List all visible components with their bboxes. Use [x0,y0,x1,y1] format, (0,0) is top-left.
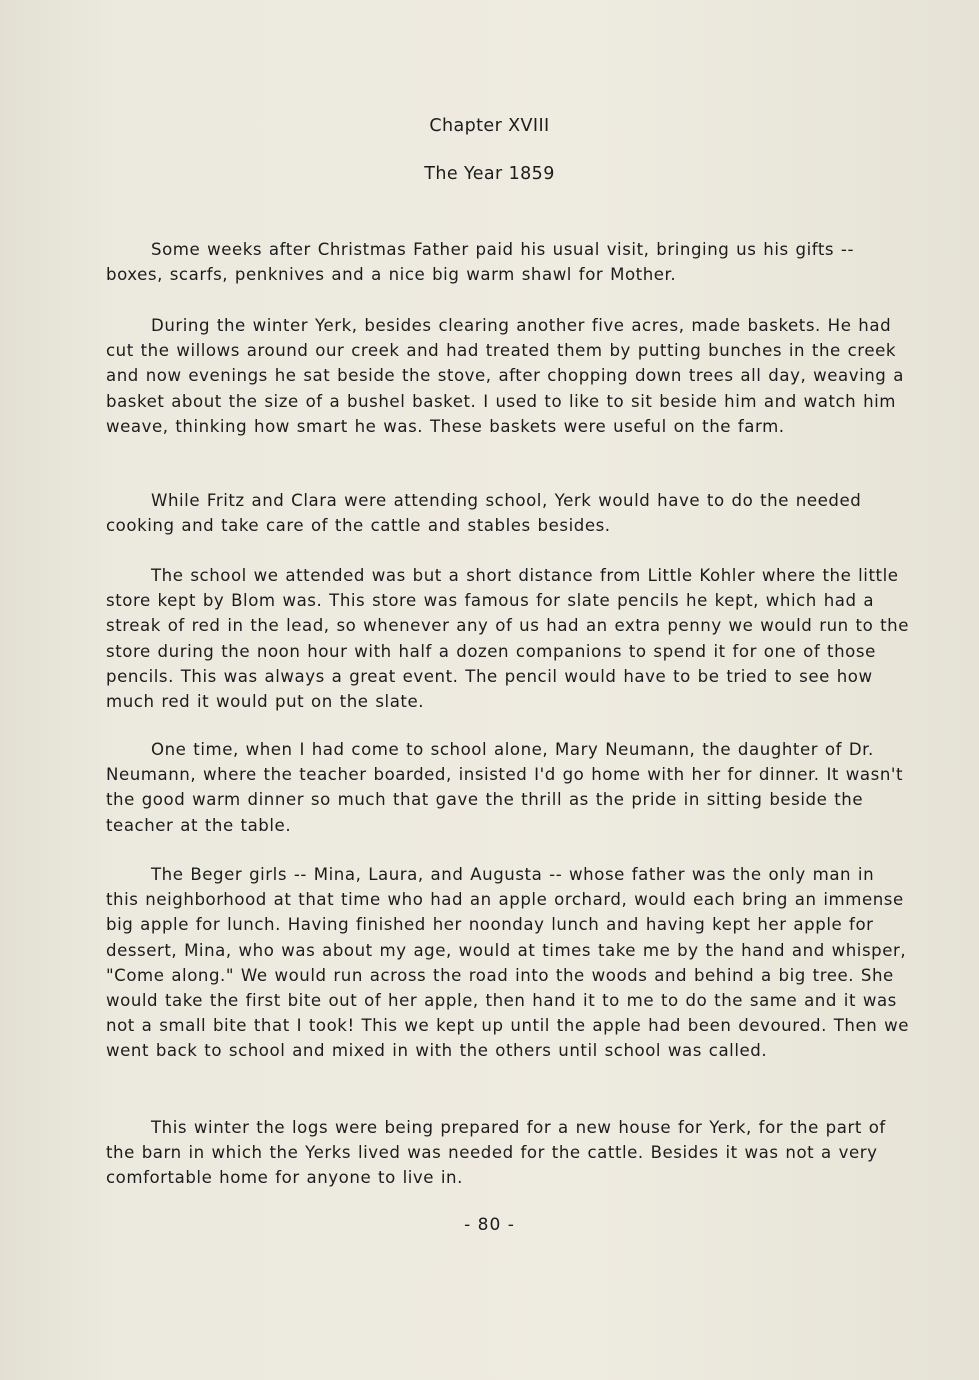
section-title: The Year 1859 [424,164,555,184]
paragraph-1: Some weeks after Christmas Father paid his usual visit, bringing us his gifts -- boxes, scarfs, penknives and a nice big warm shawl for Mother. [106,240,855,285]
paragraph-2: During the winter Yerk, besides clearing another five acres, made baskets. He had cut the willows around our creek and had treated them by putting bunches in the creek and now evenings he sat beside the stove, after chopping down trees all day, weaving a basket about the size of a bushel basket. I used to like to sit beside him and watch him weave, thinking how smart he was. These baskets were useful on the farm. [106,316,904,436]
paragraph-7: This winter the logs were being prepared for a new house for Yerk, for the part of the barn in which the Yerks lived was needed for the cattle. Besides it was not a very comfortable home for anyone to live in. [106,1118,886,1188]
page-number: - 80 - [464,1215,515,1235]
paragraph-5: One time, when I had come to school alone, Mary Neumann, the daughter of Dr. Neumann, where the teacher boarded, insisted I'd go home with her for dinner. It wasn't the good warm dinner so much that gave the thrill as the pride in sitting beside the teacher at the table. [106,740,904,835]
chapter-title: Chapter XVIII [429,116,550,136]
paragraph-6: The Beger girls -- Mina, Laura, and Augusta -- whose father was the only man in this neighborhood at that time who had an apple orchard, would each bring an immense big apple for lunch. Having finished her noonday lunch and having kept her apple for dessert, Mina, who was about my age, would at times take me by the hand and whisper, "Come along." We would run across the road into the woods and behind a big tree. She would take the first bite out of her apple, then hand it to me to do the same and it was not a small bite that I took! This we kept up until the apple had been devoured. Then we went back to school and mixed in with the others until school was called. [106,865,910,1061]
paragraph-4: The school we attended was but a short distance from Little Kohler where the little store kept by Blom was. This store was famous for slate pencils he kept, which had a streak of red in the lead, so whenever any of us had an extra penny we would run to the store during the noon hour with half a dozen companions to spend it for one of those pencils. This was always a great event. The pencil would have to be tried to see how much red it would put on the slate. [106,566,909,712]
paragraph-3: While Fritz and Clara were attending school, Yerk would have to do the needed cooking and take care of the cattle and stables besides. [106,491,862,536]
